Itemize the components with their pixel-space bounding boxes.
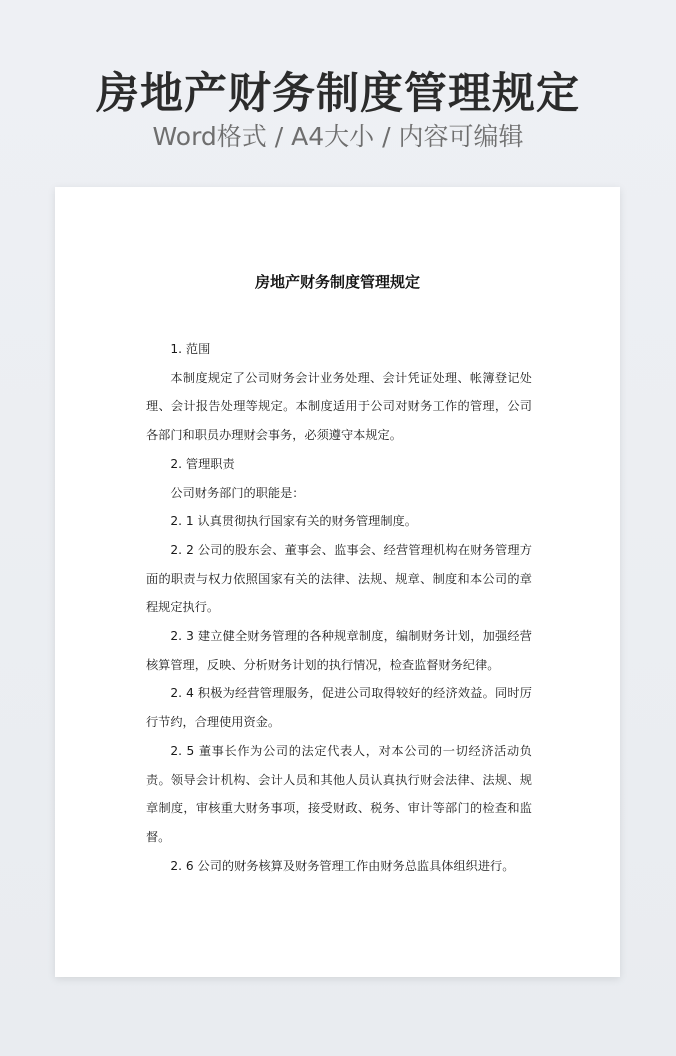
banner-title: 房地产财务制度管理规定 [96, 69, 580, 119]
paragraph-2-4: 2. 4 积极为经营管理服务，促进公司取得较好的经济效益。同时厉行节约，合理使用资金。 [146, 686, 532, 730]
paragraph-2-1: 2. 1 认真贯彻执行国家有关的财务管理制度。 [170, 514, 417, 529]
document-title: 房地产财务制度管理规定 [254, 273, 420, 291]
paragraph-2-5: 2. 5 董事长作为公司的法定代表人，对本公司的一切经济活动负责。领导会计机构、会计人员和其他人员认真执行财会法律、法规、规章制度，审核重大财务事项，接受财政、税务、审计等部门的检查和监督。 [146, 743, 532, 844]
section-heading-scope: 1. 范围 [170, 342, 211, 356]
paragraph-scope: 本制度规定了公司财务会计业务处理、会计凭证处理、帐簿登记处理、会计报告处理等规定。本制度适用于公司对财务工作的管理，公司各部门和职员办理财会事务，必须遵守本规定。 [146, 370, 532, 443]
document-body [146, 335, 532, 880]
paragraph-2-6: 2. 6 公司的财务核算及财务管理工作由财务总监具体组织进行。 [170, 858, 515, 873]
paragraph-2-3: 2. 3 建立健全财务管理的各种规章制度，编制财务计划，加强经营核算管理，反映、分析财务计划的执行情况，检查监督财务纪律。 [146, 629, 532, 672]
document-page [55, 187, 620, 977]
paragraph-2-2: 2. 2 公司的股东会、董事会、监事会、经营管理机构在财务管理方面的职责与权力依照国家有关的法律、法规、规章、制度和本公司的章程规定执行。 [146, 542, 532, 615]
paragraph-functions-intro: 公司财务部门的职能是： [170, 485, 305, 500]
banner-subtitle: Word格式 / A4大小 / 内容可编辑 [152, 122, 524, 151]
section-heading-responsibilities: 2. 管理职责 [170, 456, 235, 471]
